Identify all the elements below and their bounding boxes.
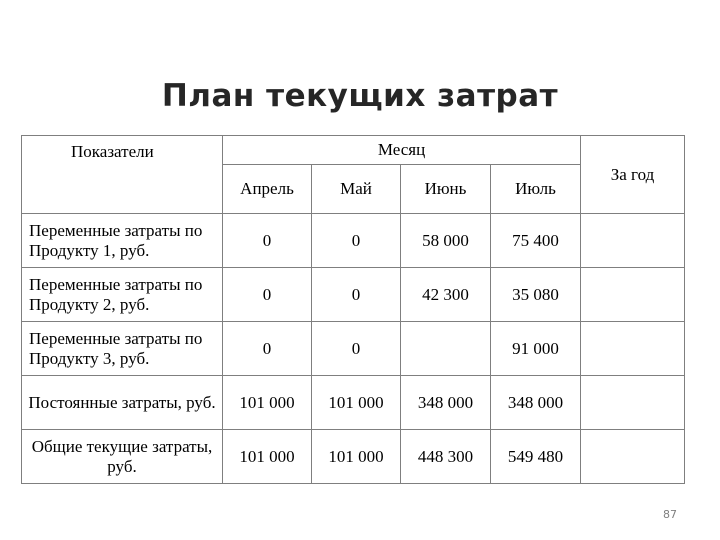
cell-value: 58 000 [401, 214, 491, 268]
cell-value: 549 480 [491, 430, 581, 484]
header-month: Месяц [223, 136, 581, 165]
cost-plan-table [21, 135, 685, 484]
header-month-may: Май [312, 165, 401, 214]
row-label: Общие текущие затраты, руб. [22, 430, 223, 484]
cell-value: 91 000 [491, 322, 581, 376]
cell-value: 448 300 [401, 430, 491, 484]
page-number: 87 [663, 508, 677, 521]
row-label: Переменные затраты по Продукту 1, руб. [22, 214, 223, 268]
cell-value: 348 000 [491, 376, 581, 430]
cell-value: 101 000 [312, 376, 401, 430]
cell-year [581, 214, 685, 268]
cell-value: 0 [223, 214, 312, 268]
cell-year [581, 376, 685, 430]
cell-value: 0 [223, 322, 312, 376]
header-month-june: Июнь [401, 165, 491, 214]
cell-year [581, 268, 685, 322]
table-row [22, 430, 685, 484]
row-label: Постоянные затраты, руб. [22, 376, 223, 430]
row-label: Переменные затраты по Продукту 3, руб. [22, 322, 223, 376]
cell-value: 35 080 [491, 268, 581, 322]
row-label: Переменные затраты по Продукту 2, руб. [22, 268, 223, 322]
cell-value: 101 000 [223, 376, 312, 430]
slide-title: План текущих затрат [161, 78, 559, 114]
cell-value: 0 [312, 322, 401, 376]
cell-year [581, 430, 685, 484]
table-row [22, 376, 685, 430]
header-month-july: Июль [491, 165, 581, 214]
cell-value: 42 300 [401, 268, 491, 322]
cell-value: 75 400 [491, 214, 581, 268]
table-row [22, 214, 685, 268]
cell-value: 101 000 [223, 430, 312, 484]
header-indicators: Показатели [22, 136, 223, 214]
cell-year [581, 322, 685, 376]
cell-value [401, 322, 491, 376]
cell-value: 0 [312, 268, 401, 322]
header-month-april: Апрель [223, 165, 312, 214]
table-row [22, 268, 685, 322]
header-year: За год [581, 136, 685, 214]
cell-value: 101 000 [312, 430, 401, 484]
cell-value: 0 [223, 268, 312, 322]
table-row [22, 322, 685, 376]
cell-value: 348 000 [401, 376, 491, 430]
cell-value: 0 [312, 214, 401, 268]
